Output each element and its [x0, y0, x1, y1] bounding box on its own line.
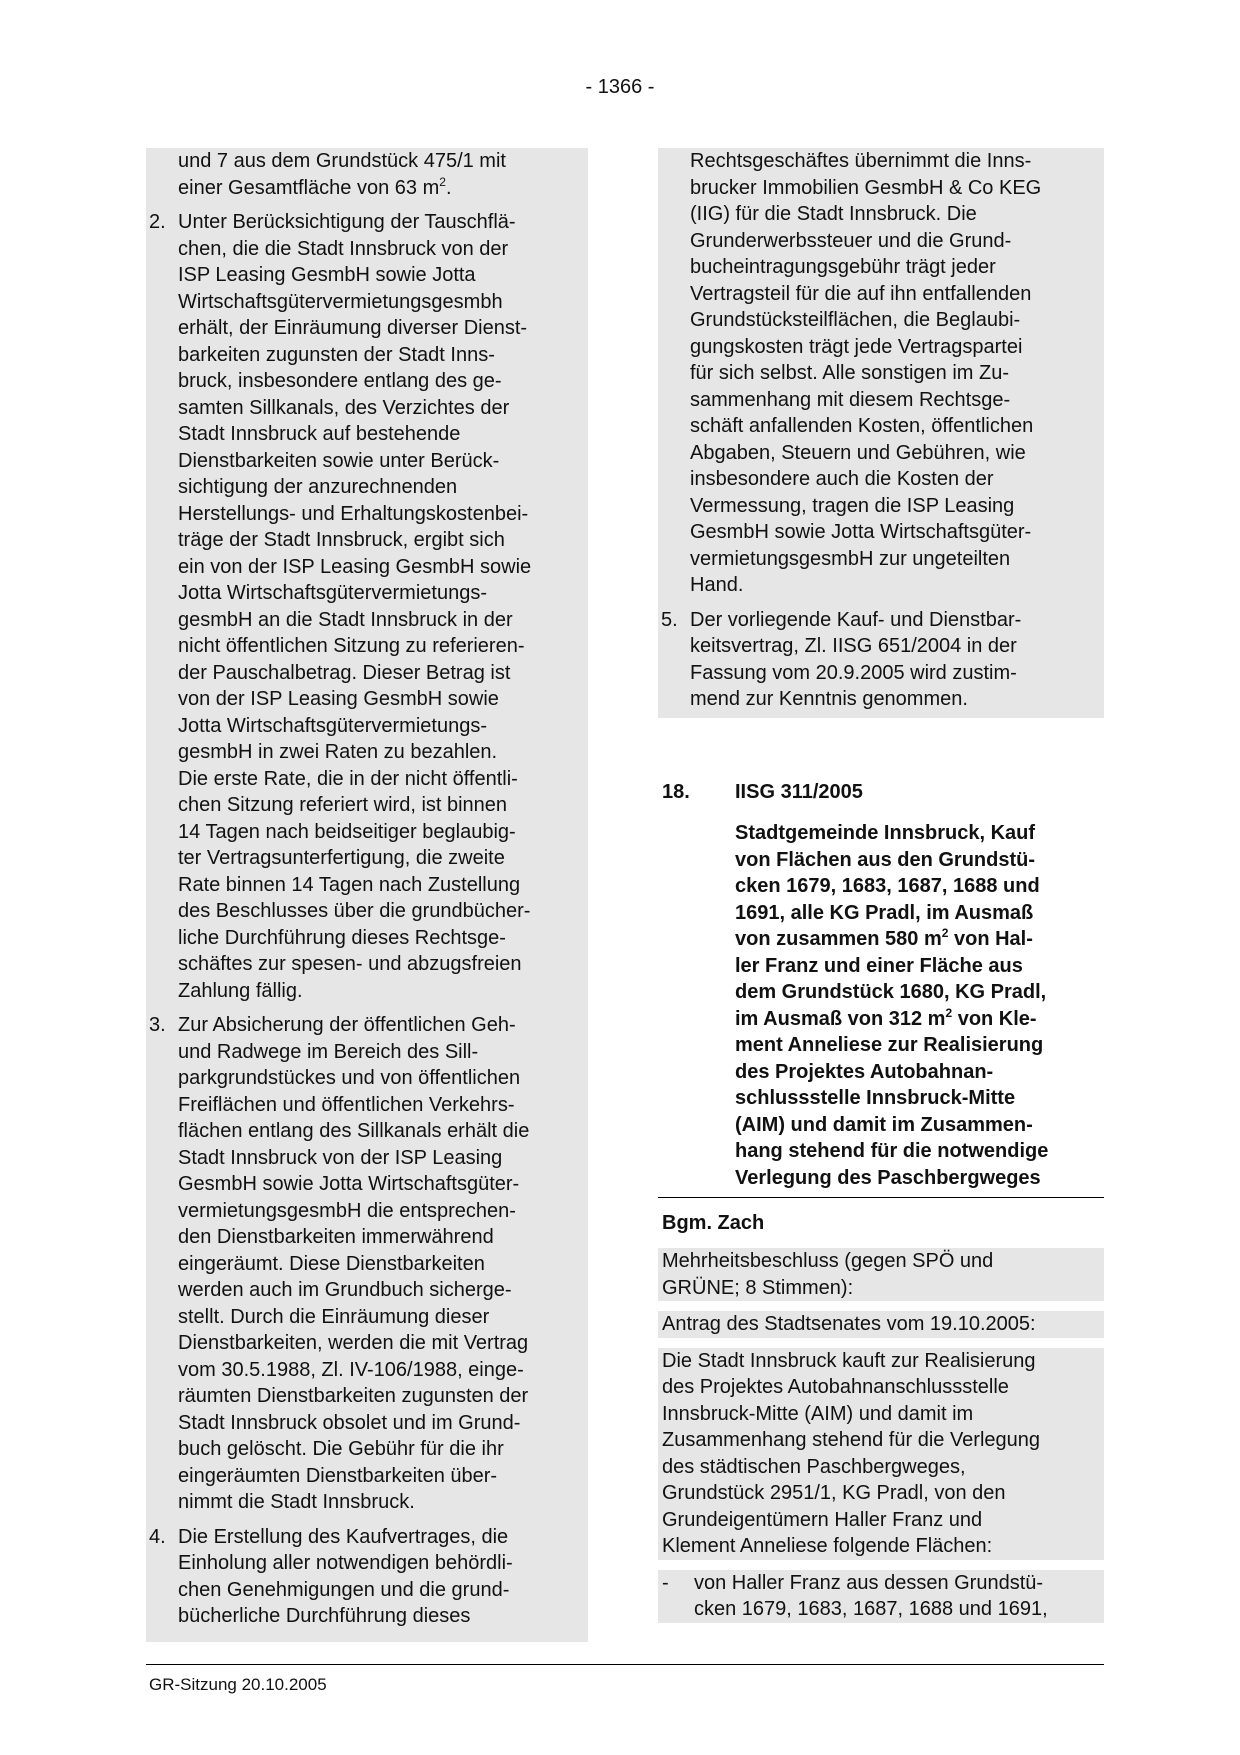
text-line: bücherliche Durchführung dieses: [178, 1605, 471, 1627]
text-line: Freiflächen und öffentlichen Verkehrs-: [178, 1093, 515, 1116]
text-line: Unter Berücksichtigung der Tauschflä-: [178, 211, 516, 233]
text-line: Wirtschaftsgütervermietungsgesmbh: [178, 290, 503, 313]
text-line: werden auch im Grundbuch sicherge-: [178, 1279, 512, 1301]
text-line: Jotta Wirtschaftsgütervermietungs-: [178, 582, 487, 604]
text-line: ler Franz und einer Fläche aus: [735, 954, 1023, 977]
text-line: nicht öffentlichen Sitzung zu referieren-: [178, 635, 525, 657]
text-line: bucheintragungsgebühr trägt jeder: [690, 256, 996, 278]
text-line: mend zur Kenntnis genommen.: [690, 688, 968, 710]
text-line: und Radwege im Bereich des Sill-: [178, 1040, 479, 1063]
text-line: Stadtgemeinde Innsbruck, Kauf: [735, 822, 1036, 844]
text-line: Grundeigentümern Haller Franz und: [662, 1508, 983, 1531]
text-line: räumten Dienstbarkeiten zugunsten der: [178, 1385, 529, 1407]
text-line: Rechtsgeschäftes übernimmt die Inns-: [690, 150, 1032, 172]
text-line: schäftes zur spesen- und abzugsfreien: [178, 953, 522, 975]
list-item-5: [658, 607, 1104, 713]
text-line: vom 30.5.1988, Zl. IV-106/1988, einge-: [178, 1358, 524, 1381]
text-line: Der vorliegende Kauf- und Dienstbar-: [690, 608, 1022, 631]
text-line: Zahlung fällig.: [178, 979, 303, 1002]
text-line: Verlegung des Paschbergweges: [735, 1166, 1041, 1189]
text-line: gesmbH in zwei Raten zu bezahlen.: [178, 741, 498, 763]
text-line: gesmbH an die Stadt Innsbruck in der: [178, 608, 513, 631]
text-line: Die erste Rate, die in der nicht öffentli-: [178, 767, 518, 790]
text-line: von Flächen aus den Grundstü-: [735, 848, 1036, 871]
text-line: chen, die die Stadt Innsbruck von der: [178, 237, 509, 260]
bullet-dash: -: [662, 1571, 669, 1594]
list-item-2: [146, 209, 588, 1004]
continuation-paragraph: [146, 148, 588, 201]
list-number: 4.: [149, 1525, 166, 1548]
decision-block: [658, 1248, 1104, 1623]
text-line: Zur Absicherung der öffentlichen Geh-: [178, 1014, 516, 1036]
text-line: parkgrundstückes und von öffentlichen: [178, 1067, 521, 1089]
text-line: Herstellungs- und Erhaltungskostenbei-: [178, 502, 529, 525]
text-line: Vermessung, tragen die ISP Leasing: [690, 494, 1015, 517]
text-line: (IIG) für die Stadt Innsbruck. Die: [690, 203, 977, 225]
agenda-item-title: [735, 820, 1105, 1191]
text-line: 1691, alle KG Pradl, im Ausmaß: [735, 901, 1034, 924]
text-line: der Pauschalbetrag. Dieser Betrag ist: [178, 661, 511, 684]
text-line: stellt. Durch die Einräumung dieser: [178, 1305, 490, 1328]
superscript: 2: [945, 1005, 953, 1020]
text-line: des Beschlusses über die grundbücher-: [178, 900, 531, 922]
text-line: Hand.: [690, 574, 744, 596]
text-line: von Haller Franz aus dessen Grundstü-: [694, 1571, 1044, 1594]
text-line: vermietungsgesmbH zur ungeteilten: [690, 547, 1011, 570]
text-line: des städtischen Paschbergweges,: [662, 1455, 966, 1478]
text-line: dem Grundstück 1680, KG Pradl,: [735, 981, 1047, 1003]
text-line: Mehrheitsbeschluss (gegen SPÖ und: [662, 1250, 994, 1272]
text-line: vermietungsgesmbH die entsprechen-: [178, 1199, 516, 1222]
text-line: Dienstbarkeiten, werden die mit Vertrag: [178, 1332, 529, 1354]
text-line: des Projektes Autobahnan-: [735, 1060, 994, 1083]
text-line: 14 Tagen nach beidseitiger beglaubig-: [178, 820, 516, 843]
text-line: eingeräumten Dienstbarkeiten über-: [178, 1464, 498, 1487]
text-line: GesmbH sowie Jotta Wirtschaftsgüter-: [690, 521, 1032, 543]
agenda-item-code: IISG 311/2005: [735, 781, 863, 803]
text-line: schlussstelle Innsbruck-Mitte: [735, 1087, 1016, 1109]
text-line: brucker Immobilien GesmbH & Co KEG: [690, 176, 1042, 199]
page-number: - 1366 -: [585, 76, 655, 98]
text-line: ment Anneliese zur Realisierung: [735, 1034, 1044, 1056]
text-line: des Projektes Autobahnanschlussstelle: [662, 1376, 1009, 1398]
text-line: nimmt die Stadt Innsbruck.: [178, 1491, 415, 1513]
text-line: sammenhang mit diesem Rechtsge-: [690, 388, 1011, 411]
text-line: von der ISP Leasing GesmbH sowie: [178, 688, 499, 710]
speaker-name: Bgm. Zach: [662, 1212, 765, 1234]
text-line: keitsvertrag, Zl. IISG 651/2004 in der: [690, 635, 1017, 657]
text-line: flächen entlang des Sillkanals erhält die: [178, 1120, 530, 1142]
text-line: ter Vertragsunterfertigung, die zweite: [178, 847, 505, 869]
text-line: cken 1679, 1683, 1687, 1688 und: [735, 875, 1040, 897]
text-line: Zusammenhang stehend für die Verlegung: [662, 1429, 1041, 1451]
text-line: Die Stadt Innsbruck kauft zur Realisierung: [662, 1349, 1036, 1372]
text-line: barkeiten zugunsten der Stadt Inns-: [178, 343, 495, 366]
text-line: im Ausmaß von 312 $m^2$ von Kle-: [735, 1005, 1037, 1030]
superscript: 2: [439, 174, 446, 189]
list-number: 3.: [149, 1014, 166, 1036]
text-line: Vertragsteil für die auf ihn entfallenden: [690, 282, 1032, 305]
text-line: GesmbH sowie Jotta Wirtschaftsgüter-: [178, 1173, 520, 1195]
footer-text: GR-Sitzung 20.10.2005: [149, 1675, 327, 1694]
text-line: Rate binnen 14 Tagen nach Zustellung: [178, 873, 521, 896]
text-line: hang stehend für die notwendige: [735, 1140, 1049, 1162]
text-line: Abgaben, Steuern und Gebühren, wie: [690, 441, 1026, 464]
text-line: chen Sitzung referiert wird, ist binnen: [178, 794, 508, 816]
text-line: Stadt Innsbruck obsolet und im Grund-: [178, 1411, 521, 1434]
list-item-4: [146, 1524, 588, 1630]
text-line: Die Erstellung des Kaufvertrages, die: [178, 1525, 509, 1548]
left-column: [146, 148, 588, 1642]
text-line: Dienstbarkeiten sowie unter Berück-: [178, 449, 500, 472]
footer-divider: [146, 1664, 1104, 1665]
text-line: Klement Anneliese folgende Flächen:: [662, 1535, 993, 1557]
continuation-paragraph: [658, 148, 1104, 599]
decision-body: [658, 1348, 1104, 1560]
text-line: bruck, insbesondere entlang des ge-: [178, 370, 502, 392]
text-line: träge der Stadt Innsbruck, ergibt sich: [178, 529, 505, 551]
text-line: samten Sillkanals, des Verzichtes der: [178, 396, 510, 419]
text-line: liche Durchführung dieses Rechtsge-: [178, 926, 506, 949]
text-line: Fassung vom 20.9.2005 wird zustim-: [690, 661, 1017, 684]
text-line: Einholung aller notwendigen behördli-: [178, 1552, 513, 1574]
text-line: erhält, der Einräumung diverser Dienst-: [178, 317, 528, 339]
text-line: (AIM) und damit im Zusammen-: [735, 1113, 1033, 1136]
text-line: Grunderwerbssteuer und die Grund-: [690, 229, 1012, 252]
superscript: 2: [941, 926, 949, 940]
text-line: GRÜNE; 8 Stimmen):: [662, 1276, 854, 1299]
text-line: gungskosten trägt jede Vertragspartei: [690, 335, 1023, 358]
text-line: Grundstücksteilflächen, die Beglaubi-: [690, 309, 1021, 331]
heading-divider: [658, 1197, 1104, 1198]
text-line: cken 1679, 1683, 1687, 1688 und 1691,: [694, 1598, 1048, 1620]
text-line: chen Genehmigungen und die grund-: [178, 1578, 510, 1601]
vote-result: [658, 1248, 1104, 1301]
text-line: sichtigung der anzurechnenden: [178, 476, 458, 498]
agenda-item-number: 18.: [662, 781, 690, 803]
text-line: ein von der ISP Leasing GesmbH sowie: [178, 555, 532, 578]
text-line: Grundstück 2951/1, KG Pradl, von den: [662, 1482, 1006, 1504]
text-line: einer Gesamtfläche von 63 $m^2$.: [178, 174, 452, 199]
list-number: 2.: [149, 211, 166, 233]
text-line: Stadt Innsbruck auf bestehende: [178, 423, 461, 445]
text-line: eingeräumt. Diese Dienstbarkeiten: [178, 1252, 485, 1275]
text-line: buch gelöscht. Die Gebühr für die ihr: [178, 1438, 504, 1460]
motion-line: Antrag des Stadtsenates vom 19.10.2005:: [658, 1311, 1104, 1338]
text-line: für sich selbst. Alle sonstigen im Zu-: [690, 362, 1010, 384]
text-line: Stadt Innsbruck von der ISP Leasing: [178, 1146, 503, 1169]
text-line: schäft anfallenden Kosten, öffentlichen: [690, 415, 1034, 437]
list-number: 5.: [661, 608, 678, 631]
list-item-3: [146, 1012, 588, 1516]
text-line: und 7 aus dem Grundstück 475/1 mit: [178, 150, 506, 172]
text-line: den Dienstbarkeiten immerwährend: [178, 1226, 494, 1248]
text-line: Innsbruck-Mitte (AIM) und damit im: [662, 1402, 974, 1425]
text-line: Jotta Wirtschaftsgütervermietungs-: [178, 714, 487, 737]
bullet-item: [658, 1570, 1104, 1623]
text-line: von zusammen 580 $m^2$ von Hal-: [735, 926, 1033, 950]
text-line: ISP Leasing GesmbH sowie Jotta: [178, 264, 476, 286]
right-column-continuation: [658, 148, 1104, 718]
text-line: insbesondere auch die Kosten der: [690, 468, 994, 490]
